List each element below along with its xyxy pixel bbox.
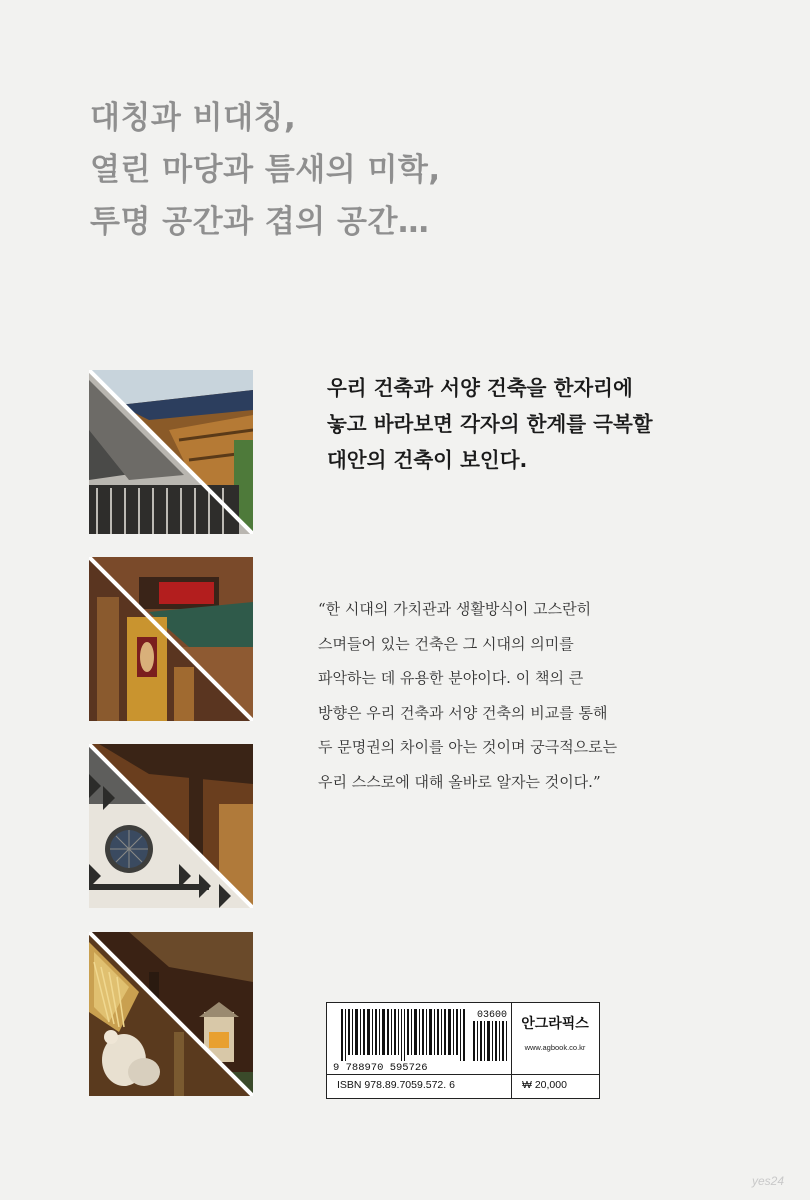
headline [90,92,441,248]
barcode [327,1003,512,1074]
quote-line-1: “한 시대의 가치관과 생활방식이 고스란히 [318,600,592,618]
quote-line-6: 우리 스스로에 대해 올바로 알자는 것이다.” [318,772,601,791]
isbn-price-row [327,1074,599,1099]
headline-line-3: 투명 공간과 겹의 공간… [90,204,430,240]
isbn-number: ISBN 978.89.7059.572. 6 [337,1079,455,1091]
lead-line-3: 대안의 건축이 보인다. [327,448,528,472]
barcode-box [326,1002,600,1099]
price: ₩ 20,000 [522,1079,567,1091]
publisher-block [511,1003,599,1074]
quote-line-3: 파악하는 데 유용한 분야이다. 이 책의 큰 [318,669,584,687]
watermark: yes24 [752,1174,785,1188]
quote-line-2: 스며들어 있는 건축은 그 시대의 의미를 [318,634,574,653]
barcode-main-digits: 9 788970 595726 [333,1062,428,1074]
barcode-addon-digits: 03600 [477,1010,508,1021]
publisher-url: www.agbook.co.kr [524,1043,586,1052]
photo-baroque-sculpture [89,932,253,1096]
lead-line-2: 놓고 바라보면 각자의 한계를 극복할 [327,412,653,436]
photo-western-korean-roof [89,370,253,534]
lead-text [327,370,653,478]
publisher-logo: 안그라픽스 [521,1016,589,1032]
photo-facade-rose-window [89,744,253,908]
quote-line-5: 두 문명권의 차이를 아는 것이며 궁극적으로는 [318,738,618,756]
lead-line-1: 우리 건축과 서양 건축을 한자리에 [327,376,633,400]
divider [511,1075,512,1099]
quote-line-4: 방향은 우리 건축과 서양 건축의 비교를 통해 [318,703,608,722]
photo-interior-altar [89,557,253,721]
headline-line-2: 열린 마당과 틈새의 미학, [90,152,441,188]
quote-text [318,592,617,799]
barcode-bars [327,1003,511,1074]
headline-line-1: 대칭과 비대칭, [90,100,297,136]
